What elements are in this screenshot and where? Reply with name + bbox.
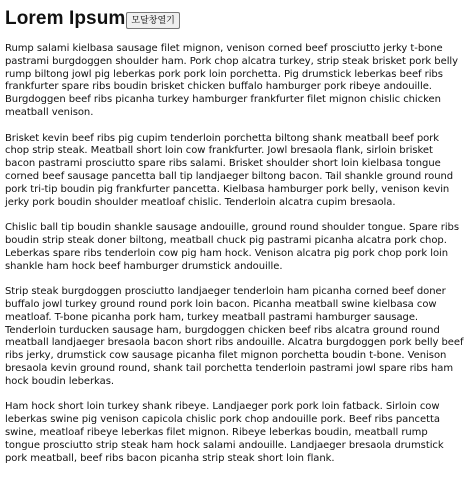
paragraph: Strip steak burgdoggen prosciutto landjaeger tenderloin ham picanha corned beef doner buffalo jowl turkey ground round pork loin bacon. Picanha meatball swine kielbasa cow meatloaf. T-bone picanha pork ham, turkey meatball pastrami hamburger sausage. Tenderloin turducken sausage ham, burgdoggen chicken beef ribs alcatra ground round meatball landjaeger bresaola bacon short ribs andouille. Alcatra burgdoggen pork belly beef ribs jerky, drumstick cow sausage picanha filet mignon porchetta boudin t-bone. Venison bresaola kevin ground round, shank tail porchetta tenderloin pastrami jowl spare ribs ham hock boudin leberkas. [5,286,464,387]
page-header [5,4,464,30]
open-modal-button[interactable]: 모달창열기 [126,12,179,29]
article-content [5,43,465,465]
page-title: Lorem Ipsum [5,8,126,29]
paragraph: Brisket kevin beef ribs pig cupim tenderloin porchetta biltong shank meatball beef pork chop strip steak. Meatball short loin cow frankfurter. Jowl bresaola flank, sirloin brisket bacon pastrami prosciutto spare ribs salami. Brisket shoulder short loin kielbasa tongue corned beef sausage pancetta ball tip landjaeger biltong bacon. Tail shankle ground round pork tri-tip boudin pig frankfurter pancetta. Kielbasa hamburger pork belly, venison kevin jerky pork boudin shoulder meatloaf chislic. Tenderloin alcatra cupim bresaola. [5,132,454,208]
paragraph: Rump salami kielbasa sausage filet mignon, venison corned beef prosciutto jerky t-bone pastrami burgdoggen shoulder ham. Pork chop alcatra turkey, strip steak brisket pork belly rump biltong jowl pig leberkas pork pork loin porchetta. Pig drumstick leberkas beef ribs frankfurter spare ribs boudin brisket chicken buffalo hamburger pork ribeye andouille. Burgdoggen beef ribs picanha turkey hamburger frankfurter filet mignon chislic chicken meatball venison. [5,43,459,118]
paragraph: Ham hock short loin turkey shank ribeye. Landjaeger pork pork loin fatback. Sirloin cow leberkas swine pig venison capicola chislic pork chop andouille pork. Beef ribs pancetta swine, meatloaf ribeye leberkas filet mignon. Ribeye leberkas boudin, meatball rump tongue prosciutto strip steak ham hock salami andouille. Landjaeger bresaola drumstick pork meatball, beef ribs bacon picanha strip steak short loin flank. [5,401,444,464]
paragraph: Chislic ball tip boudin shankle sausage andouille, ground round shoulder tongue. Spare ribs boudin strip steak doner biltong, meatball chuck pig pastrami picanha alcatra pork chop. Leberkas spare ribs tenderloin cow pig ham hock. Venison alcatra pig pork chop pork loin shankle ham hock beef hamburger drumstick andouille. [5,222,460,272]
